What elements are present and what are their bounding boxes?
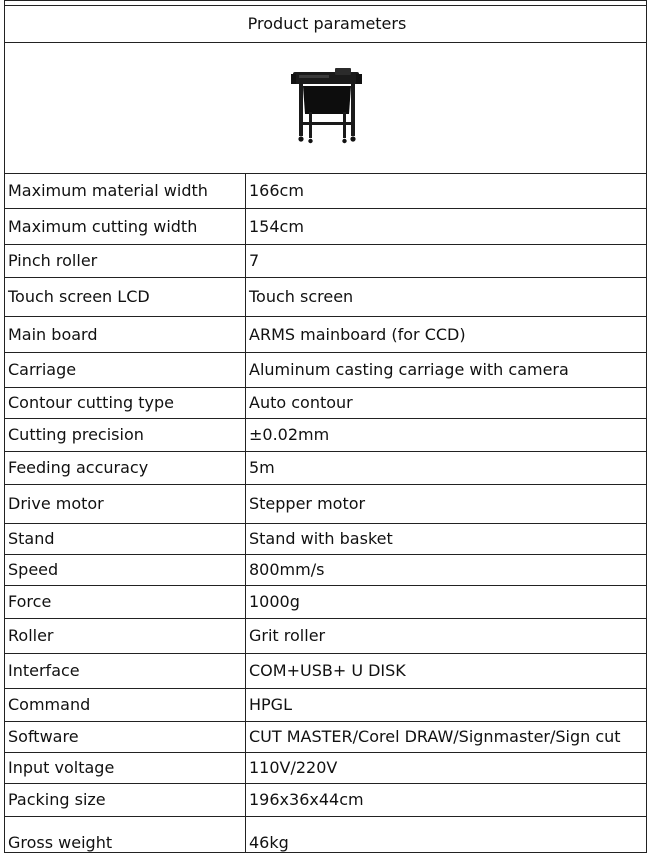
param-value: 5m <box>246 452 647 485</box>
table-row <box>5 619 647 654</box>
param-value: 154cm <box>246 209 647 245</box>
param-label: Input voltage <box>5 753 246 784</box>
product-parameters-sheet <box>4 0 646 853</box>
param-value: Stand with basket <box>246 524 647 555</box>
table-row <box>5 689 647 722</box>
param-value: 7 <box>246 245 647 278</box>
param-label: Packing size <box>5 784 246 817</box>
header-row <box>5 6 647 43</box>
param-label: Command <box>5 689 246 722</box>
param-label: Maximum cutting width <box>5 209 246 245</box>
param-value: ARMS mainboard (for CCD) <box>246 317 647 353</box>
param-label: Interface <box>5 654 246 689</box>
table-row <box>5 586 647 619</box>
param-value: HPGL <box>246 689 647 722</box>
param-value: 1000g <box>246 586 647 619</box>
table-row <box>5 452 647 485</box>
table-row <box>5 278 647 317</box>
image-row <box>5 43 647 174</box>
param-value: COM+USB+ U DISK <box>246 654 647 689</box>
table-row <box>5 555 647 586</box>
param-value: 800mm/s <box>246 555 647 586</box>
table-row <box>5 817 647 853</box>
table-row <box>5 174 647 209</box>
param-label: Cutting precision <box>5 419 246 452</box>
param-label: Speed <box>5 555 246 586</box>
param-label: Touch screen LCD <box>5 278 246 317</box>
param-label: Gross weight <box>5 817 246 853</box>
param-value: Auto contour <box>246 388 647 419</box>
param-value: Aluminum casting carriage with camera <box>246 353 647 388</box>
param-label: Carriage <box>5 353 246 388</box>
param-value: Touch screen <box>246 278 647 317</box>
table-row <box>5 654 647 689</box>
table-row <box>5 722 647 753</box>
param-value: 166cm <box>246 174 647 209</box>
param-label: Roller <box>5 619 246 654</box>
param-label: Feeding accuracy <box>5 452 246 485</box>
param-label: Stand <box>5 524 246 555</box>
table-row <box>5 353 647 388</box>
table-row <box>5 524 647 555</box>
table-row <box>5 419 647 452</box>
param-value: CUT MASTER/Corel DRAW/Signmaster/Sign cut <box>246 722 647 753</box>
table-row <box>5 317 647 353</box>
param-value: ±0.02mm <box>246 419 647 452</box>
table-row <box>5 784 647 817</box>
param-label: Software <box>5 722 246 753</box>
table-row <box>5 388 647 419</box>
table-row <box>5 485 647 524</box>
param-value: Stepper motor <box>246 485 647 524</box>
parameters-table <box>4 0 647 853</box>
param-value: 46kg <box>246 817 647 853</box>
param-value: 196x36x44cm <box>246 784 647 817</box>
param-label: Main board <box>5 317 246 353</box>
table-row <box>5 209 647 245</box>
param-label: Drive motor <box>5 485 246 524</box>
table-title: Product parameters <box>5 6 647 43</box>
param-label: Maximum material width <box>5 174 246 209</box>
table-row <box>5 753 647 784</box>
cutting-plotter-icon <box>291 66 363 146</box>
param-label: Contour cutting type <box>5 388 246 419</box>
param-label: Force <box>5 586 246 619</box>
product-image-cell <box>5 43 647 174</box>
param-value: 110V/220V <box>246 753 647 784</box>
param-label: Pinch roller <box>5 245 246 278</box>
table-row <box>5 245 647 278</box>
param-value: Grit roller <box>246 619 647 654</box>
